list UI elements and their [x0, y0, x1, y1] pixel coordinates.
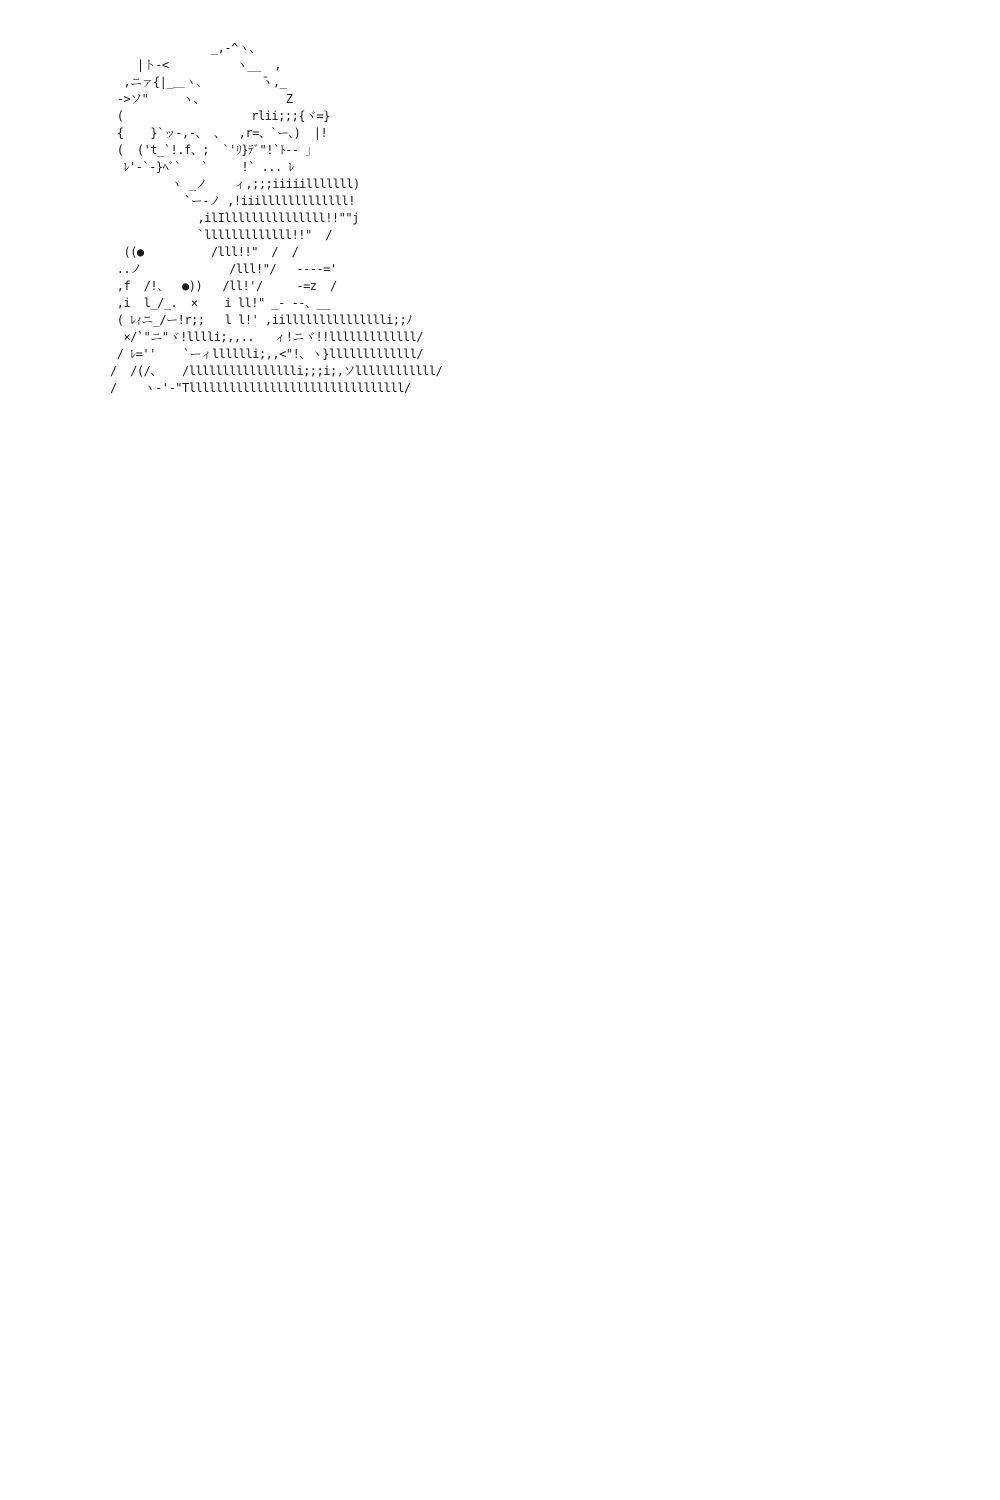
ascii-art-character-in-machine: _,-^ヽ、 |ト-< ヽ__ , ,ニァ{|_＿ヽ、 ̄ヽ,_ ->ソ" ヽ、 Z ( rlii;;;{ヾ=} { }`ッ-,-、 、 ,r=、`ー、) |! ( ('t_`!.f、; `'ﾘ}ﾃﾞ"!`ﾄ-- 」 ﾚ'-`-}ﾍﾞ` ` !` ... ﾚ ヽ _ノ ィ,;;;iiiiilllllll) `ー-ノ ,!iiilllllllllllll! ,ilIlllllllllllllll!!""j `lllllllllllll!!" / ((● /lll!!" / / ..ノ /lll!"/ ----=' ,f /!、 ●)) /ll!'/ -=z / ,i l_/_. × i ll!" _- --、__ ( ﾚｨニ_/ー!r;; l l!' ,iillllllllllllllli;;ﾉ ×/`"ニ"ヾ!lllli;,,.. ィ!ニヾ!!lllllllllllll/ / ﾚ='' `ーィlllllli;,,<"!、ヽ}lllllllllllll/ / /(/、 /lllllllllllllllli;;;i;,ソllllllllllll/ / ヽ-'-"Tllllllllllllllllllllllllllllllll/: [110, 41, 443, 395]
panel-1: [0, 0, 1000, 520]
